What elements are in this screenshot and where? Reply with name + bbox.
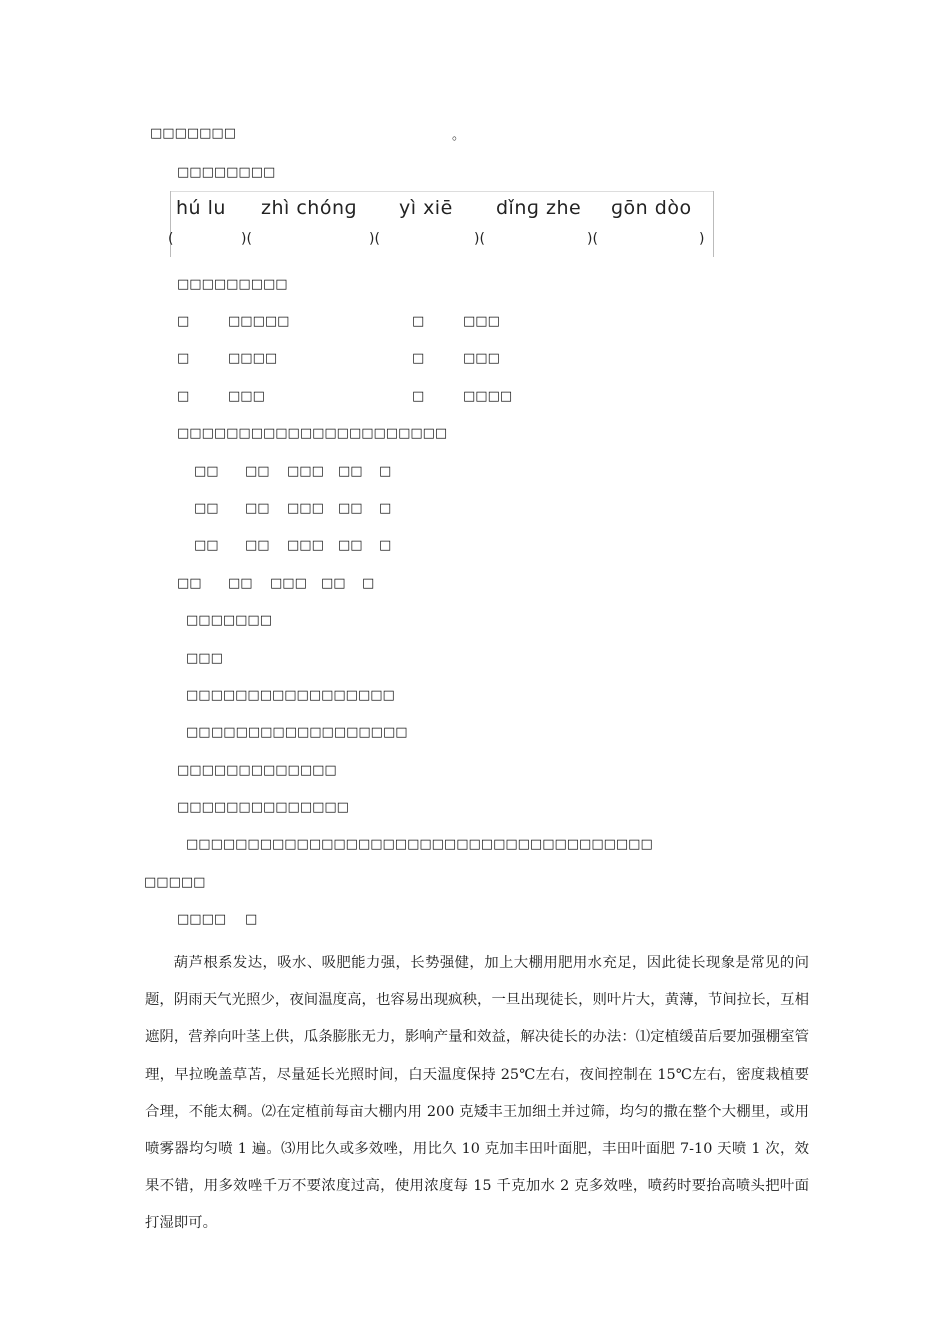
text-line: □□□ bbox=[287, 501, 324, 516]
pinyin-hulu: hú lu bbox=[176, 197, 226, 219]
text-line: □□□□□□□□□□□□□□ bbox=[177, 800, 349, 815]
text-line: □□ bbox=[245, 501, 270, 516]
text-line: □ bbox=[177, 351, 190, 366]
pinyin-box-top-border bbox=[171, 191, 713, 192]
text-line: □□□ bbox=[228, 389, 265, 404]
text-line: □□□□ bbox=[228, 351, 278, 366]
text-line: □□ bbox=[245, 464, 270, 479]
text-line: □□ bbox=[194, 464, 219, 479]
text-line: □□□ bbox=[463, 351, 500, 366]
answer-paren-0: ( bbox=[168, 231, 174, 247]
text-line: □□□□□□□□□□□□□□□□□ bbox=[186, 688, 395, 703]
text-line: □□□□□□□□□ bbox=[177, 277, 288, 292]
text-line: □□□ bbox=[287, 464, 324, 479]
answer-paren-1: )( bbox=[241, 231, 252, 247]
text-line: □□□ bbox=[270, 576, 307, 591]
text-line: □ bbox=[379, 501, 392, 516]
pinyin-box bbox=[170, 191, 714, 257]
text-line: □□□□□□□□□□□□□□□□ bbox=[211, 725, 408, 740]
text-line: □ bbox=[412, 351, 425, 366]
text-line: □ bbox=[412, 389, 425, 404]
pinyin-dingzhe: dǐnɡ zhe bbox=[496, 197, 582, 219]
answer-paren-3: )( bbox=[474, 231, 485, 247]
text-line: □ bbox=[362, 576, 375, 591]
text-line: □□ bbox=[177, 576, 202, 591]
text-line: □□ bbox=[186, 725, 211, 740]
text-line: □□ bbox=[338, 501, 363, 516]
text-line: □□□ bbox=[186, 651, 223, 666]
text-line: □□ bbox=[245, 538, 270, 553]
text-line: □□ bbox=[194, 501, 219, 516]
text-line: □□□□ bbox=[177, 912, 227, 927]
text-line: □□ bbox=[338, 538, 363, 553]
text-line: □□□ bbox=[287, 538, 324, 553]
text-line: □□ bbox=[338, 464, 363, 479]
text-line: □ bbox=[245, 912, 258, 927]
pinyin-zhichong: zhì chónɡ bbox=[261, 197, 358, 219]
text-line: 。 bbox=[452, 128, 466, 143]
body-paragraph: 葫芦根系发达，吸水、吸肥能力强，长势强健，加上大棚用肥用水充足，因此徒长现象是常见的问题，阴雨天气光照少，夜间温度高，也容易出现疯秧，一旦出现徒长，则叶片大，黄薄，节间拉长，互相遮阴，营养向叶茎上供，瓜条膨胀无力，影响产量和效益，解决徒长的办法：⑴定植缓苗后要加强棚室管理，早拉晚盖草苫，尽量延长光照时间，白天温度保持 25℃左右，夜间控制在 15℃左右，密度栽植要合理，不能太稠。⑵在定植前每亩大棚内用 200 克矮丰王加细土并过筛，均匀的撒在整个大棚里，或用喷雾器均匀喷 1 遍。⑶用比久或多效唑，用比久 10 克加丰田叶面肥，丰田叶面肥 7-10 天喷 1 次，效果不错，用多效唑千万不要浓度过高，使用浓度每 15 千克加水 2 克多效唑，喷药时要抬高喷头把叶面打湿即可。 bbox=[145, 955, 809, 1232]
answer-paren-2: )( bbox=[369, 231, 380, 247]
text-line: □□□□□□□□□□□□□□□□□□□□□□ bbox=[177, 426, 448, 441]
text-line: □ bbox=[379, 464, 392, 479]
text-line: □□ bbox=[321, 576, 346, 591]
answer-paren-5: ) bbox=[699, 231, 705, 247]
text-line: □□□□□□□ bbox=[186, 613, 272, 628]
text-line: □ bbox=[412, 314, 425, 329]
answer-paren-4: )( bbox=[587, 231, 598, 247]
text-line: □□ bbox=[194, 538, 219, 553]
text-line: □ bbox=[177, 314, 190, 329]
text-line: □□□□□ bbox=[228, 314, 290, 329]
text-line: □□ bbox=[228, 576, 253, 591]
text-line: □□□□□□□ bbox=[150, 126, 236, 141]
text-line: □□□□□ bbox=[144, 875, 206, 890]
text-line: □□□□□□□□ bbox=[177, 165, 276, 180]
text-line: □□□□□□□□□□□□□ bbox=[177, 763, 337, 778]
text-line: □□□□ bbox=[463, 389, 513, 404]
pinyin-gondao: ɡōn dòo bbox=[611, 197, 692, 219]
pinyin-yixie: yì xiē bbox=[399, 197, 453, 219]
text-line: □ bbox=[379, 538, 392, 553]
text-line: □ bbox=[177, 389, 190, 404]
text-line: □□□ bbox=[463, 314, 500, 329]
text-line: □□□□□□□□□□□□□□□□□□□□□□□□□□□□□□□□□□□□□□ bbox=[186, 837, 653, 852]
